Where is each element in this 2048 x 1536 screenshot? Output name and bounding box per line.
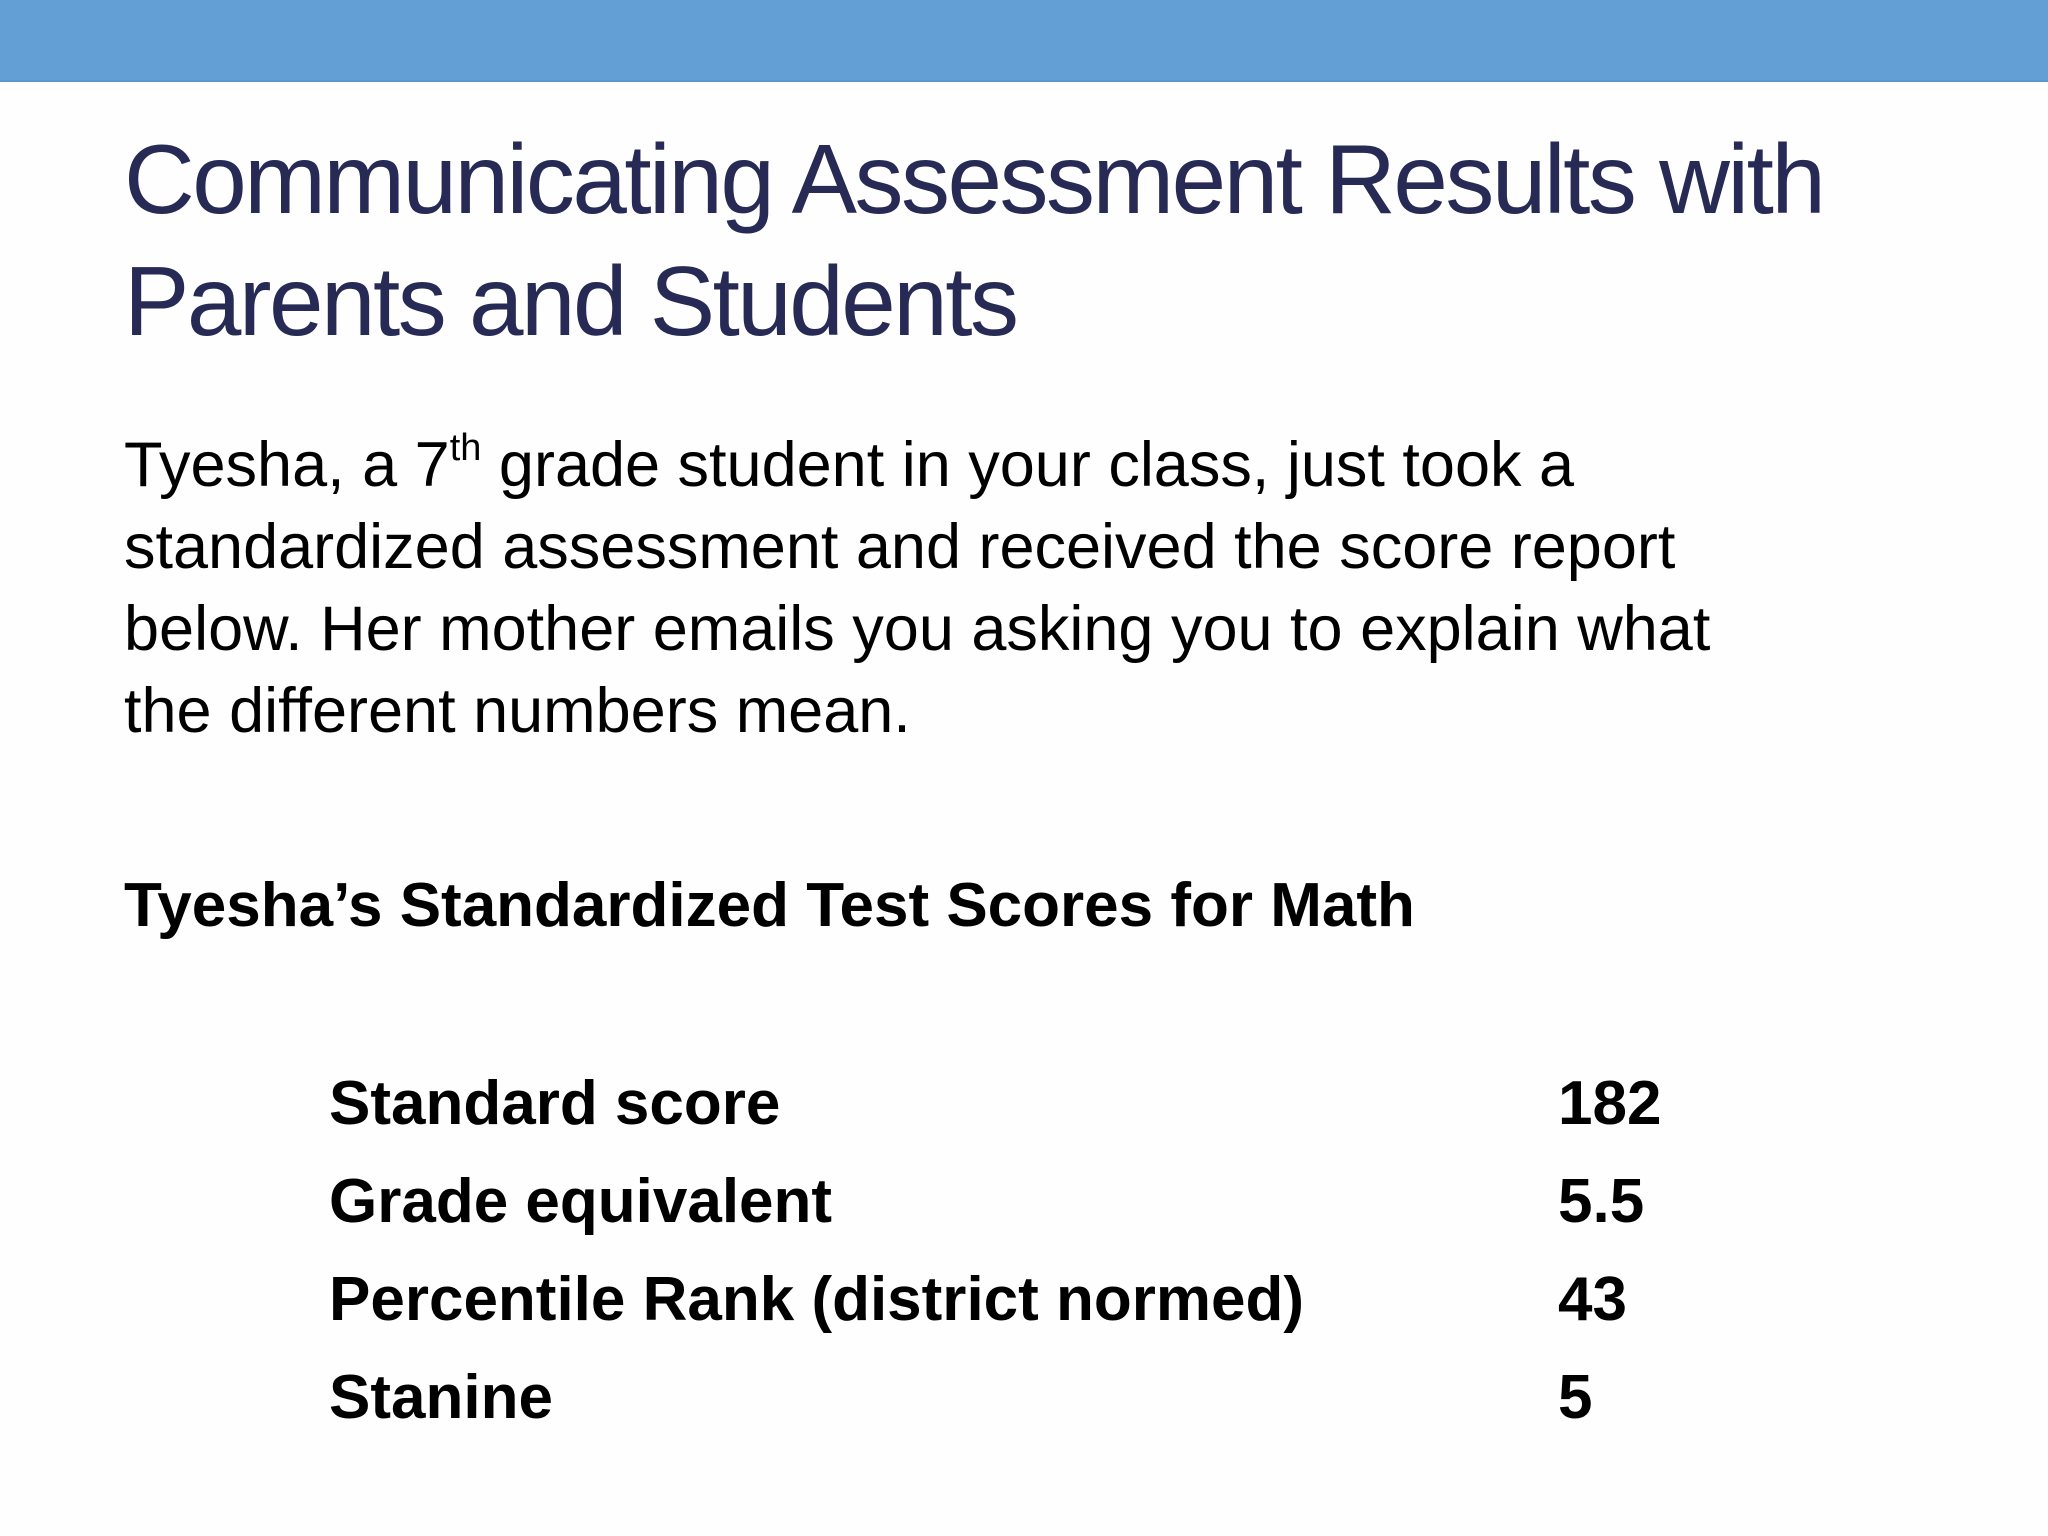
ordinal-suffix: th: [449, 427, 482, 469]
score-row-stanine: [329, 1358, 1829, 1456]
body-line-2: standardized assessment and received the score report: [124, 512, 1676, 582]
score-value: 182: [1558, 1069, 1662, 1138]
score-row-standard-score: [329, 1064, 1829, 1162]
score-label: Stanine: [329, 1363, 553, 1432]
score-label: Standard score: [329, 1069, 781, 1138]
scores-table: [329, 1064, 1829, 1456]
scores-heading: Tyesha’s Standardized Test Scores for Math: [124, 871, 1415, 940]
score-label: Percentile Rank (district normed): [329, 1265, 1305, 1334]
body-line-4: the different numbers mean.: [124, 676, 911, 746]
body-line-1-end: grade student in your class, just took a: [481, 430, 1575, 500]
score-label: Grade equivalent: [329, 1167, 833, 1236]
slide-title: [124, 118, 2004, 362]
score-value: 5: [1558, 1363, 1593, 1432]
body-line-3: below. Her mother emails you asking you to explain what: [124, 594, 1711, 664]
score-value: 43: [1558, 1265, 1627, 1334]
scenario-paragraph: [124, 424, 2004, 752]
title-line-2: Parents and Students: [124, 246, 1017, 356]
body-line-1-start: Tyesha, a 7: [124, 430, 450, 500]
score-row-percentile-rank: [329, 1260, 1829, 1358]
score-value: 5.5: [1558, 1167, 1645, 1236]
accent-bar: [0, 0, 2048, 82]
title-line-1: Communicating Assessment Results with: [124, 124, 1824, 234]
score-row-grade-equivalent: [329, 1162, 1829, 1260]
